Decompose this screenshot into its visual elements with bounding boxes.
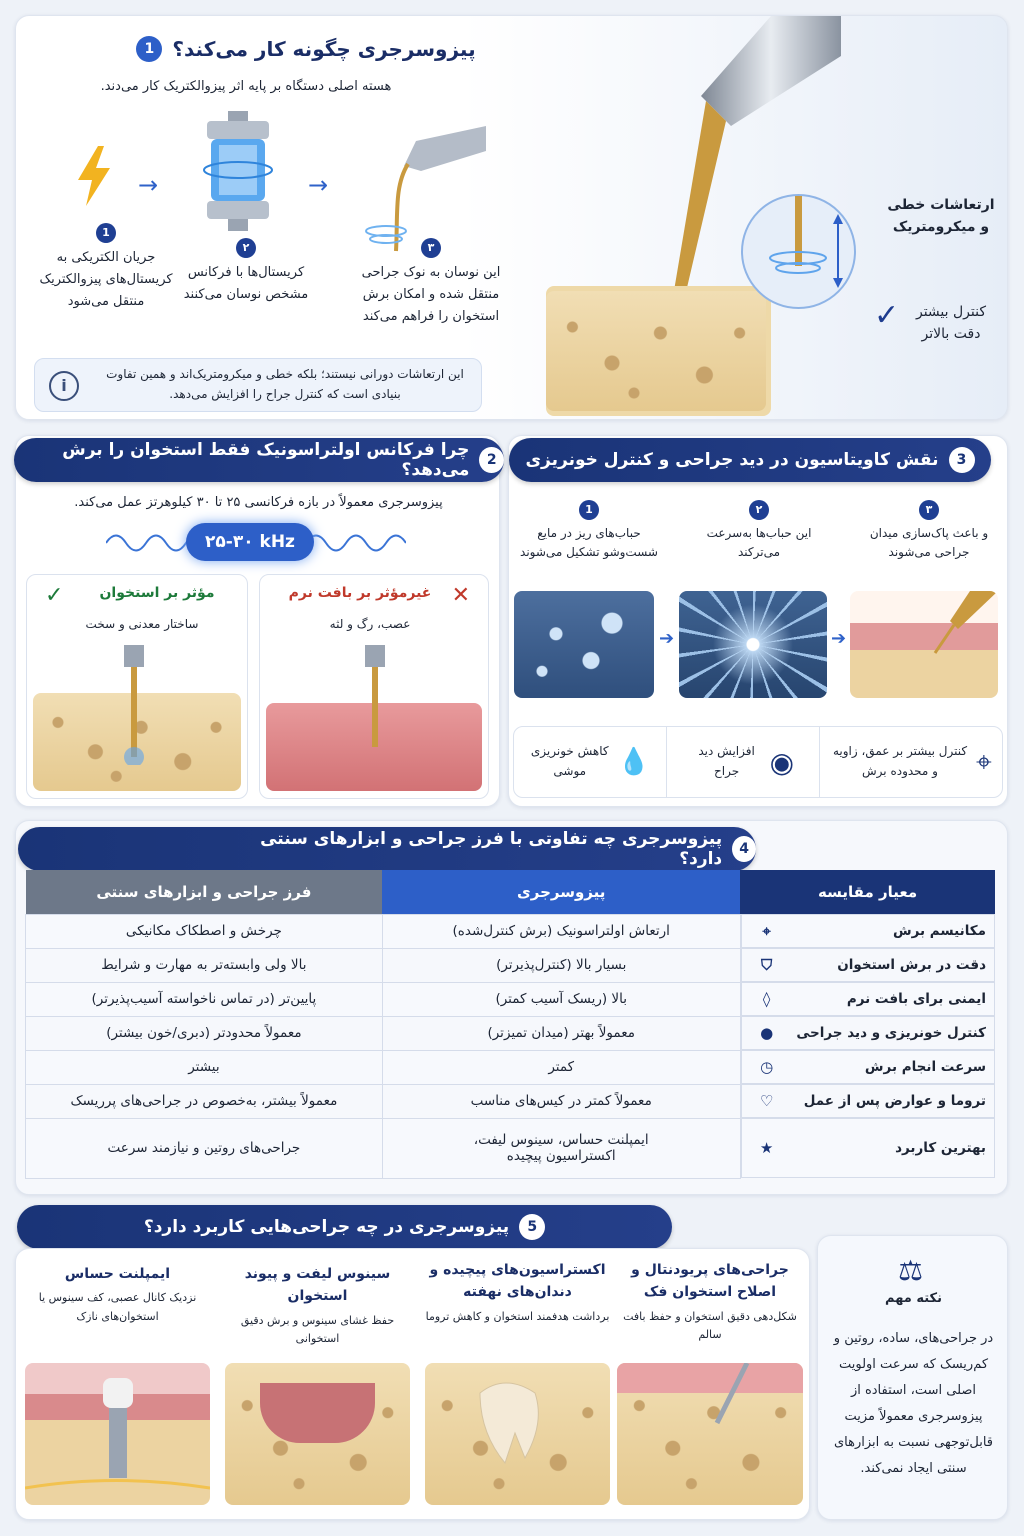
piezo-cell: بالا (ریسک آسیب کمتر) (382, 982, 740, 1016)
effective-card (26, 574, 248, 799)
section-title-text: چرا فرکانس اولتراسونیک فقط استخوان را برش می‌دهد؟ (62, 440, 470, 480)
bone-block (546, 291, 766, 411)
traditional-cell: معمولاً بیشتر، به‌خصوص در جراحی‌های پرریسک (26, 1084, 383, 1118)
cross-icon: ✕ (451, 583, 470, 608)
ineffective-card (259, 574, 489, 799)
cav-step-3 (854, 498, 1004, 563)
section-3-header (509, 438, 991, 482)
header-piezo: پیزوسرجری (382, 870, 740, 914)
step-number: ۳ (421, 238, 441, 258)
checkmark-icon: ✓ (874, 298, 900, 333)
tip-illustration (119, 645, 149, 765)
app-card-extraction (425, 1255, 610, 1510)
section-number: 3 (949, 447, 975, 473)
drop-outline-icon: ◊ (762, 990, 771, 1008)
traditional-cell: بیشتر (26, 1050, 383, 1084)
frequency-pill: ۲۵-۳۰ kHz (186, 523, 314, 561)
eye-icon: ◉ (769, 745, 795, 779)
table-row (26, 1118, 996, 1178)
table-header-row (26, 870, 996, 914)
step-text: کریستال‌ها با فرکانس مشخص نوسان می‌کنند (183, 264, 309, 302)
arrow-right-icon: ➔ (831, 628, 847, 649)
arrow-right-icon: ➔ (659, 628, 675, 649)
table-row (26, 914, 996, 948)
criteria-label: دقت در برش استخوان (837, 957, 986, 973)
step-number: ۲ (749, 500, 769, 520)
heart-pulse-icon: ♡ (759, 1092, 774, 1110)
step-number: 1 (579, 500, 599, 520)
app-title: ایمپلنت حساس (64, 1266, 171, 1282)
traditional-cell: بالا ولی وابسته‌تر به مهارت و شرایط (26, 948, 383, 982)
step-text: این حباب‌ها به‌سرعت می‌ترکند (706, 525, 812, 560)
section-title-text: نقش کاویتاسیون در دید جراحی و کنترل خونریزی (525, 450, 939, 470)
bubbles-image (514, 591, 654, 698)
crosshair-icon: ⌖ (976, 745, 992, 778)
ineffective-sub: عصب، رگ و لثه (329, 617, 411, 631)
header-criteria: معیار مقایسه (740, 870, 995, 914)
app-sub: حفظ غشای سینوس و برش دقیق استخوانی (240, 1313, 395, 1345)
app-sub: نزدیک کانال عصبی، کف سینوس یا استخوان‌های نازک (38, 1291, 197, 1323)
section-number: 4 (732, 836, 756, 862)
app-title: جراحی‌های پریودنتال و اصلاح استخوان فک (631, 1262, 789, 1301)
info-text: این ارتعاشات دورانی نیستند؛ بلکه خطی و میکرومتریک‌اند و همین تفاوت بنیادی است که کنترل جراح را افزایش می‌دهد. (106, 367, 464, 401)
section-frequency (15, 435, 500, 807)
vibration-label: ارتعاشات خطی و میکرومتریک (887, 197, 995, 236)
piezo-cell: ایمپلنت حساس، سینوس لیفت، اکستراسیون پیچیده (382, 1118, 740, 1178)
section-title-text: پیزوسرجری چگونه کار می‌کند؟ (172, 37, 476, 61)
arrow-right-icon: → (308, 171, 329, 199)
section-how-it-works (15, 15, 1008, 420)
clean-field-image (850, 591, 998, 698)
piezo-cell: ارتعاش اولتراسونیک (برش کنترل‌شده) (382, 914, 740, 948)
app-card-periodontal (615, 1255, 805, 1510)
traditional-cell: پایین‌تر (در تماس ناخواسته آسیب‌پذیرتر) (26, 982, 383, 1016)
crosshair-icon: ⌖ (762, 922, 771, 940)
benefit-text: کنترل بیشتر بر عمق، زاویه و محدوده برش (832, 744, 968, 778)
app-sub: برداشت هدفمند استخوان و کاهش تروما (425, 1309, 610, 1323)
benefit-vision (667, 727, 820, 797)
step-number: ۳ (919, 500, 939, 520)
effective-sub: ساختار معدنی و سخت (85, 617, 199, 631)
step-text: جریان الکتریکی به کریستال‌های پیزوالکتریک منتقل می‌شود (39, 249, 173, 309)
implant-illustration (25, 1363, 210, 1505)
piezo-crystal-icon (201, 111, 276, 231)
app-card-sinus (225, 1255, 410, 1510)
lightning-icon (74, 146, 114, 206)
step-text: این نوسان به نوک جراحی منتقل شده و امکان برش استخوان را فراهم می‌کند (361, 264, 501, 324)
section-number: 5 (519, 1214, 545, 1240)
control-label: کنترل بیشتر دقت بالاتر (915, 304, 987, 343)
cav-step-1 (514, 498, 664, 563)
traditional-cell: جراحی‌های روتین و نیازمند سرعت (26, 1118, 383, 1178)
ineffective-title: غیرمؤثر بر بافت نرم (288, 585, 432, 601)
traditional-cell: معمولاً محدودتر (دبری/خون بیشتر) (26, 1016, 383, 1050)
note-card (817, 1235, 1008, 1520)
app-card-implant (25, 1255, 210, 1510)
traditional-cell: چرخش و اصطکاک مکانیکی (26, 914, 383, 948)
extraction-illustration (425, 1363, 610, 1505)
burst-image (679, 591, 827, 698)
tip-illustration (360, 645, 390, 755)
piezo-cell: معمولاً کمتر در کیس‌های مناسب (382, 1084, 740, 1118)
piezo-cell: معمولاً بهتر (میدان تمیزتر) (382, 1016, 740, 1050)
criteria-label: کنترل خونریزی و دید جراحی (796, 1025, 986, 1041)
section-1-subtitle: هسته اصلی دستگاه بر پایه اثر پیزوالکتریک کار می‌دند. (100, 79, 392, 94)
benefits-bar (513, 726, 1003, 798)
info-box (34, 358, 482, 412)
criteria-label: ایمنی برای بافت نرم (846, 991, 986, 1007)
header-traditional: فرز جراحی و ابزارهای سنتی (26, 870, 383, 914)
criteria-label: مکانیسم برش (893, 923, 986, 939)
table-row (26, 982, 996, 1016)
arrow-right-icon: → (138, 171, 159, 199)
criteria-label: تروما و عوارض پس از عمل (803, 1093, 986, 1109)
note-text: در جراحی‌های، ساده، روتین و کم‌ریسک که سرعت اولویت اصلی است، استفاده از پیزوسرجری معمولاً مزیت قابل‌توجهی نسبت به ابزارهای سنتی ایجاد نمی‌کند. (833, 1331, 994, 1476)
vibration-zoom-circle (741, 194, 856, 309)
step-3 (351, 236, 511, 328)
star-icon: ★ (759, 1139, 774, 1157)
section-5-header (17, 1205, 672, 1249)
shield-icon: ⛉ (761, 956, 773, 974)
app-title: اکستراسیون‌های پیچیده و دندان‌های نهفته (429, 1262, 606, 1301)
table-row (26, 1084, 996, 1118)
effective-title: مؤثر بر استخوان (99, 585, 215, 601)
step-number: ۲ (236, 238, 256, 258)
note-title: نکته مهم (885, 1291, 942, 1306)
criteria-label: بهترین کاربرد (895, 1140, 986, 1156)
section-1-title (136, 36, 476, 62)
piezo-cell: کمتر (382, 1050, 740, 1084)
cav-step-2 (684, 498, 834, 563)
section-number: 1 (136, 36, 162, 62)
app-title: سینوس لیفت و پیوند استخوان (244, 1266, 391, 1305)
step-number: 1 (96, 223, 116, 243)
benefit-text: کاهش خونریزی موشی (530, 744, 609, 778)
drop-icon: ● (760, 1024, 774, 1042)
scale-icon: ⚖ (898, 1254, 924, 1287)
section-4-header (18, 827, 756, 871)
benefit-control (820, 727, 1002, 797)
periodontal-illustration (617, 1363, 803, 1505)
handpiece-tip-icon (346, 116, 486, 256)
benefit-bleeding (514, 727, 667, 797)
sinus-illustration (225, 1363, 410, 1505)
app-sub: شکل‌دهی دقیق استخوان و حفظ بافت سالم (623, 1309, 797, 1341)
section-title-text: پیزوسرجری چه تفاوتی با فرز جراحی و ابزارهای سنتی دارد؟ (260, 829, 723, 869)
blood-drop-plus-icon: 💧 (617, 747, 651, 777)
piezo-cell: بسیار بالا (کنترل‌پذیرتر) (382, 948, 740, 982)
table-row (26, 1050, 996, 1084)
stopwatch-icon: ◷ (760, 1058, 774, 1076)
criteria-label: سرعت انجام برش (864, 1059, 986, 1075)
step-text: و باعث پاک‌سازی میدان جراحی می‌شوند (869, 525, 989, 560)
step-1 (36, 221, 176, 313)
section-2-header (14, 438, 504, 482)
step-2 (181, 236, 311, 306)
step-text: حباب‌های ریز در مایع شست‌وشو تشکیل می‌شوند (520, 525, 658, 560)
check-icon: ✓ (45, 583, 64, 608)
table-row (26, 948, 996, 982)
benefit-text: افزایش دید جراح (698, 744, 755, 778)
section-title-text: پیزوسرجری در چه جراحی‌هایی کاربرد دارد؟ (143, 1217, 510, 1237)
section-cavitation (508, 435, 1008, 807)
section-2-desc: پیزوسرجری معمولاً در بازه فرکانسی ۲۵ تا ۳۰ کیلوهرتز عمل می‌کند. (74, 495, 443, 510)
table-row (26, 1016, 996, 1050)
section-number: 2 (479, 447, 504, 473)
info-icon: i (49, 371, 79, 401)
comparison-table (25, 870, 995, 1179)
